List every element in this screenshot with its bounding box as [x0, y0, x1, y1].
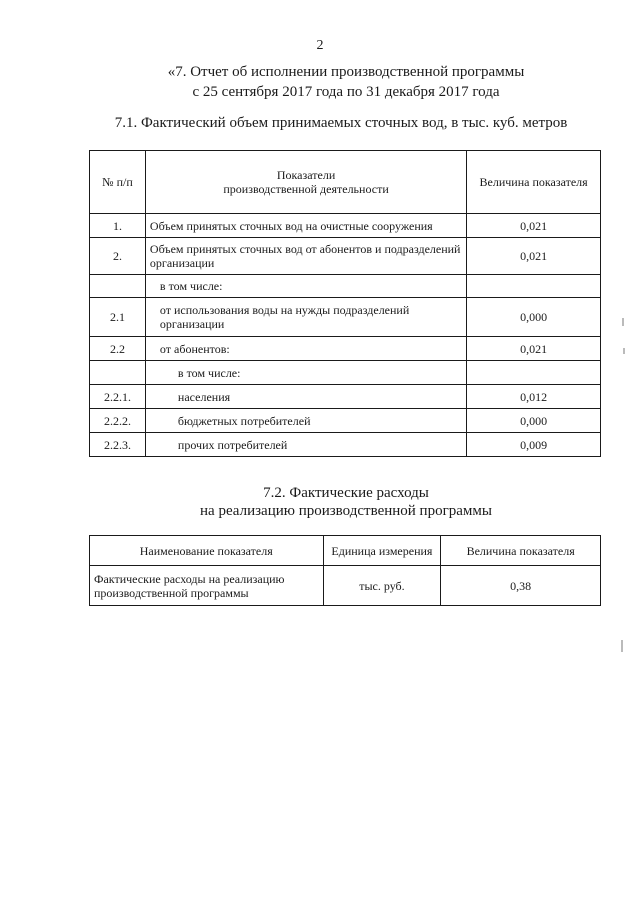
row-name: от абонентов:	[145, 337, 466, 361]
row-value: 0,000	[467, 409, 601, 433]
table-header-row	[90, 536, 601, 566]
header-name: Наименование показателя	[90, 536, 324, 566]
row-name: Объем принятых сточных вод на очистные сооружения	[145, 214, 466, 238]
row-value: 0,021	[467, 214, 601, 238]
row-num: 2.2	[90, 337, 146, 361]
header-num: № п/п	[90, 151, 146, 214]
row-num: 2.	[90, 238, 146, 275]
row-unit: тыс. руб.	[323, 566, 441, 606]
row-value: 0,000	[467, 298, 601, 337]
title-line-2: с 25 сентября 2017 года по 31 декабря 2017 года	[192, 84, 500, 100]
row-name: Фактические расходы на реализацию производственной программы	[90, 566, 324, 606]
header-indicator-line1: Показатели	[276, 168, 336, 182]
table-row	[90, 433, 601, 457]
row-num	[90, 361, 146, 385]
header-indicator	[145, 151, 466, 214]
row-name: в том числе:	[145, 361, 466, 385]
section-7-1-heading: 7.1. Фактический объем принимаемых сточных вод, в тыс. куб. метров	[114, 115, 568, 131]
row-value	[467, 361, 601, 385]
row-num	[90, 275, 146, 298]
row-value: 0,021	[467, 238, 601, 275]
row-value: 0,012	[467, 385, 601, 409]
row-num: 2.2.3.	[90, 433, 146, 457]
row-name: прочих потребителей	[145, 433, 466, 457]
row-num: 2.2.2.	[90, 409, 146, 433]
table-row	[90, 238, 601, 275]
scan-mark	[622, 318, 624, 326]
row-num: 2.2.1.	[90, 385, 146, 409]
scan-mark	[621, 640, 623, 652]
table-row	[90, 214, 601, 238]
header-value: Величина показателя	[467, 151, 601, 214]
header-unit: Единица измерения	[323, 536, 441, 566]
title-line-1: «7. Отчет об исполнении производственной программы	[167, 64, 525, 80]
section-7-2-heading	[0, 484, 640, 520]
table-row	[90, 566, 601, 606]
section-7-2-line2: на реализацию производственной программы	[200, 503, 492, 519]
section-7-2-line1: 7.2. Фактические расходы	[263, 485, 429, 501]
row-name: Объем принятых сточных вод от абонентов и подразделений организации	[145, 238, 466, 275]
row-name: бюджетных потребителей	[145, 409, 466, 433]
row-value	[467, 275, 601, 298]
table-header-row	[90, 151, 601, 214]
row-name: от использования воды на нужды подразделений организации	[145, 298, 466, 337]
row-value: 0,021	[467, 337, 601, 361]
row-name: в том числе:	[145, 275, 466, 298]
row-value: 0,38	[441, 566, 601, 606]
table-row	[90, 275, 601, 298]
row-name: населения	[145, 385, 466, 409]
row-value: 0,009	[467, 433, 601, 457]
wastewater-volume-table	[89, 150, 601, 457]
scan-mark	[623, 348, 625, 354]
table-row	[90, 298, 601, 337]
production-expenses-table	[89, 535, 601, 606]
header-indicator-line2: производственной деятельности	[223, 182, 389, 196]
table-row	[90, 361, 601, 385]
document-title	[0, 62, 640, 102]
header-value: Величина показателя	[441, 536, 601, 566]
table-row	[90, 337, 601, 361]
page-number: 2	[316, 38, 324, 53]
table-row	[90, 409, 601, 433]
row-num: 2.1	[90, 298, 146, 337]
table-row	[90, 385, 601, 409]
row-num: 1.	[90, 214, 146, 238]
